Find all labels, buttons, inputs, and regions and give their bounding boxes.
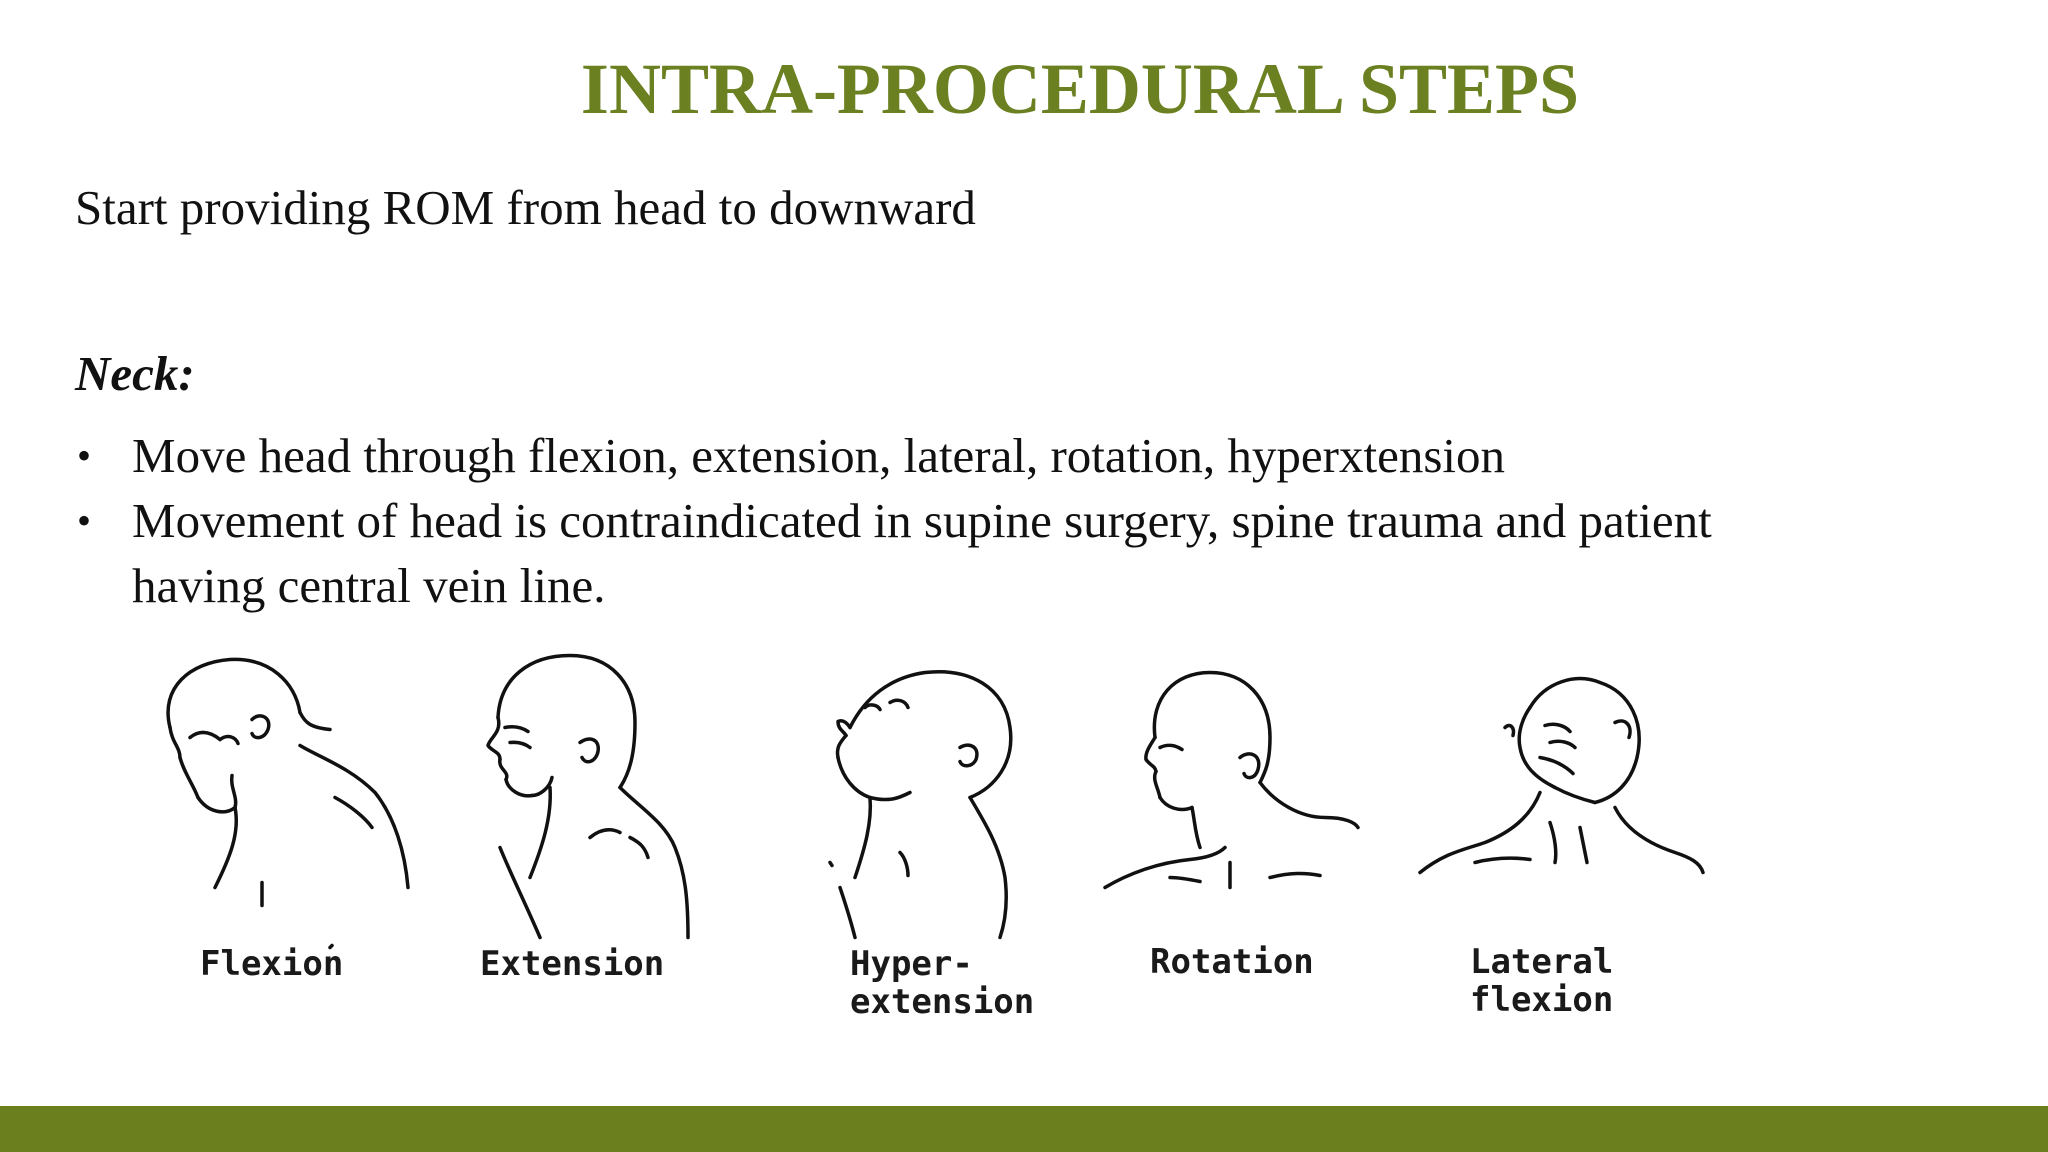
neck-rom-figures	[140, 635, 1700, 1022]
footer-bar	[0, 1106, 2048, 1152]
bullet-list	[75, 423, 1835, 618]
slide-title: INTRA-PROCEDURAL STEPS	[580, 49, 1580, 129]
figure-label: Flexion	[200, 944, 344, 984]
figure-label: Extension	[480, 944, 665, 984]
head-extension-illustration	[470, 635, 720, 960]
figure-label: Lateral flexion	[1470, 942, 1614, 1020]
list-item	[75, 423, 1835, 488]
bullet-text: Move head through flexion, extension, lateral, rotation, hyperxtension	[132, 428, 1506, 483]
intro-text: Start providing ROM from head to downward	[75, 180, 976, 235]
bullet-icon: •	[77, 433, 92, 478]
figure-label: Hyper- extension	[850, 944, 1035, 1022]
bullet-text: Movement of head is contraindicated in supine surgery, spine trauma and patient having central vein line.	[132, 493, 1712, 613]
list-item	[75, 488, 1835, 618]
section-heading-neck: Neck:	[75, 346, 195, 401]
head-rotation-illustration	[1100, 635, 1360, 960]
bullet-icon: •	[77, 498, 92, 543]
figure-label: Rotation	[1150, 942, 1314, 982]
head-hyperextension-illustration	[810, 635, 1040, 960]
head-lateral-flexion-illustration	[1415, 635, 1705, 960]
head-flexion-illustration	[150, 635, 420, 960]
